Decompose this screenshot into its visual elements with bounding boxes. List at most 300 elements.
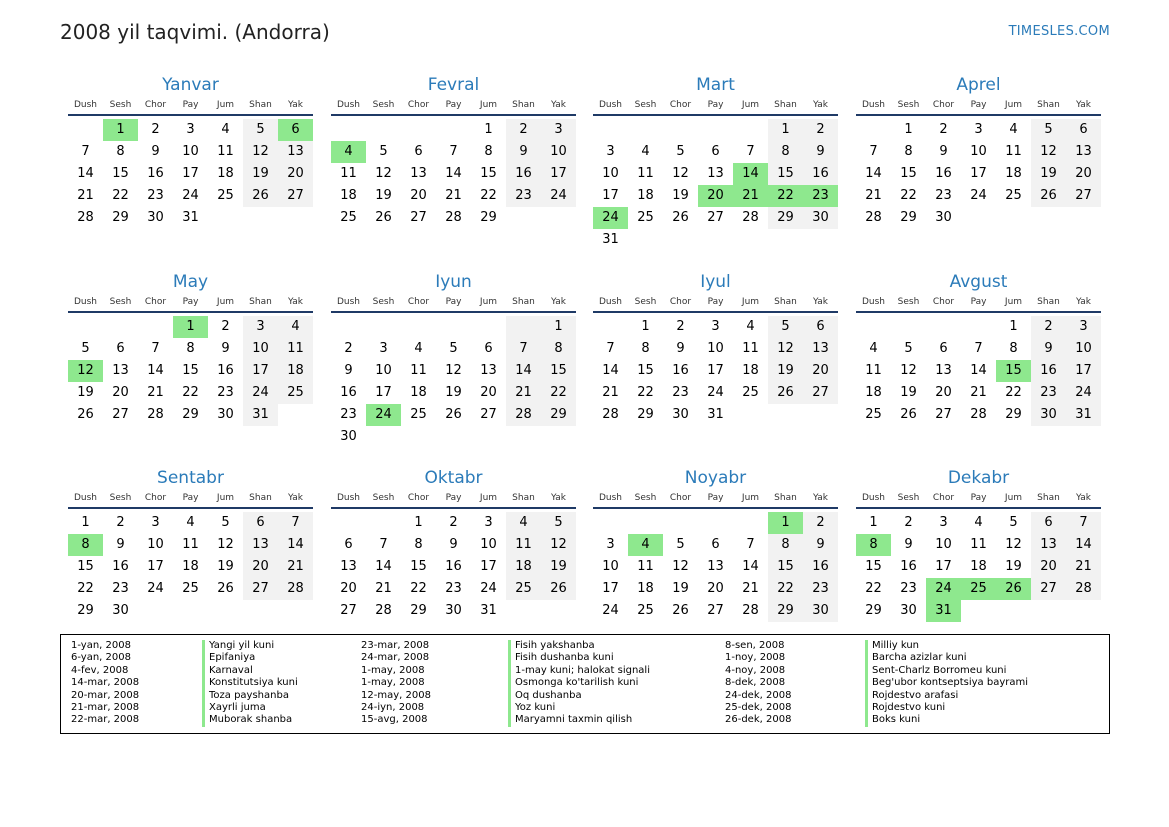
day-cell[interactable]: 10 <box>243 338 278 360</box>
day-cell[interactable]: 12 <box>445 363 462 378</box>
day-cell[interactable]: 3 <box>484 515 493 530</box>
day-cell[interactable]: 30 <box>340 429 357 444</box>
day-cell[interactable]: 24 <box>541 185 576 207</box>
day-cell[interactable]: 16 <box>506 163 541 185</box>
day-cell[interactable]: 28 <box>742 603 759 618</box>
day-cell[interactable]: 8 <box>414 537 423 552</box>
day-cell[interactable]: 24 <box>1066 382 1101 404</box>
day-cell[interactable]: 17 <box>182 166 199 181</box>
day-cell[interactable]: 7 <box>746 144 755 159</box>
day-cell[interactable]: 24 <box>480 581 497 596</box>
day-cell[interactable]: 29 <box>637 407 654 422</box>
day-cell[interactable]: 30 <box>935 210 952 225</box>
day-cell[interactable]: 31 <box>243 404 278 426</box>
day-cell[interactable]: 28 <box>375 603 392 618</box>
day-cell[interactable]: 16 <box>217 363 234 378</box>
day-cell[interactable]: 5 <box>81 341 90 356</box>
day-cell[interactable]: 7 <box>81 144 90 159</box>
day-cell[interactable]: 4 <box>869 341 878 356</box>
day-cell[interactable]: 14 <box>602 363 619 378</box>
day-cell[interactable]: 18 <box>637 581 654 596</box>
day-cell[interactable]: 22 <box>768 185 803 207</box>
day-cell[interactable]: 15 <box>768 163 803 185</box>
day-cell[interactable]: 15 <box>865 559 882 574</box>
day-cell[interactable]: 16 <box>112 559 129 574</box>
day-cell[interactable]: 13 <box>480 363 497 378</box>
day-cell[interactable]: 18 <box>865 385 882 400</box>
day-cell[interactable]: 12 <box>541 534 576 556</box>
day-cell[interactable]: 10 <box>480 537 497 552</box>
day-cell[interactable]: 14 <box>445 166 462 181</box>
day-cell[interactable]: 10 <box>602 559 619 574</box>
day-cell[interactable]: 27 <box>1031 578 1066 600</box>
day-cell[interactable]: 20 <box>340 581 357 596</box>
day-cell[interactable]: 23 <box>935 188 952 203</box>
day-cell[interactable]: 4 <box>506 512 541 534</box>
day-cell[interactable]: 6 <box>484 341 493 356</box>
day-cell[interactable]: 8 <box>116 144 125 159</box>
day-cell[interactable]: 31 <box>707 407 724 422</box>
day-cell[interactable]: 2 <box>803 512 838 534</box>
day-cell[interactable]: 12 <box>672 559 689 574</box>
day-cell[interactable]: 29 <box>900 210 917 225</box>
day-cell[interactable]: 28 <box>742 210 759 225</box>
day-cell[interactable]: 20 <box>1031 556 1066 578</box>
day-cell[interactable]: 22 <box>410 581 427 596</box>
day-cell[interactable]: 25 <box>217 188 234 203</box>
day-cell[interactable]: 15 <box>637 363 654 378</box>
day-cell[interactable]: 22 <box>480 188 497 203</box>
day-cell[interactable]: 7 <box>151 341 160 356</box>
day-cell[interactable]: 19 <box>672 188 689 203</box>
day-cell[interactable]: 14 <box>742 559 759 574</box>
day-cell[interactable]: 1 <box>768 512 803 534</box>
day-cell[interactable]: 26 <box>1031 185 1066 207</box>
day-cell[interactable]: 28 <box>445 210 462 225</box>
day-cell[interactable]: 18 <box>340 188 357 203</box>
day-cell[interactable]: 30 <box>672 407 689 422</box>
day-cell[interactable]: 27 <box>112 407 129 422</box>
day-cell[interactable]: 30 <box>217 407 234 422</box>
day-cell[interactable]: 26 <box>768 382 803 404</box>
day-cell[interactable]: 26 <box>996 578 1031 600</box>
day-cell[interactable]: 18 <box>637 188 654 203</box>
day-cell[interactable]: 23 <box>506 185 541 207</box>
day-cell[interactable]: 18 <box>1005 166 1022 181</box>
day-cell[interactable]: 11 <box>742 341 759 356</box>
day-cell[interactable]: 9 <box>1031 338 1066 360</box>
day-cell[interactable]: 9 <box>803 534 838 556</box>
day-cell[interactable]: 2 <box>116 515 125 530</box>
day-cell[interactable]: 7 <box>1066 512 1101 534</box>
day-cell[interactable]: 11 <box>340 166 357 181</box>
day-cell[interactable]: 27 <box>1066 185 1101 207</box>
day-cell[interactable]: 23 <box>445 581 462 596</box>
day-cell[interactable]: 23 <box>217 385 234 400</box>
day-cell[interactable]: 17 <box>602 188 619 203</box>
day-cell[interactable]: 30 <box>147 210 164 225</box>
day-cell[interactable]: 6 <box>803 316 838 338</box>
day-cell[interactable]: 28 <box>278 578 313 600</box>
day-cell[interactable]: 26 <box>217 581 234 596</box>
day-cell[interactable]: 28 <box>602 407 619 422</box>
day-cell[interactable]: 19 <box>768 360 803 382</box>
day-cell[interactable]: 25 <box>637 603 654 618</box>
day-cell[interactable]: 20 <box>243 556 278 578</box>
day-cell[interactable]: 13 <box>243 534 278 556</box>
day-cell[interactable]: 12 <box>375 166 392 181</box>
day-cell[interactable]: 20 <box>410 188 427 203</box>
day-cell[interactable]: 4 <box>331 141 366 163</box>
day-cell[interactable]: 7 <box>974 341 983 356</box>
day-cell[interactable]: 25 <box>410 407 427 422</box>
day-cell[interactable]: 28 <box>506 404 541 426</box>
day-cell[interactable]: 4 <box>186 515 195 530</box>
day-cell[interactable]: 18 <box>278 360 313 382</box>
day-cell[interactable]: 2 <box>344 341 353 356</box>
day-cell[interactable]: 12 <box>217 537 234 552</box>
day-cell[interactable]: 19 <box>1031 163 1066 185</box>
day-cell[interactable]: 16 <box>147 166 164 181</box>
day-cell[interactable]: 26 <box>445 407 462 422</box>
day-cell[interactable]: 13 <box>1031 534 1066 556</box>
day-cell[interactable]: 9 <box>506 141 541 163</box>
day-cell[interactable]: 15 <box>480 166 497 181</box>
day-cell[interactable]: 16 <box>803 163 838 185</box>
day-cell[interactable]: 30 <box>445 603 462 618</box>
day-cell[interactable]: 10 <box>182 144 199 159</box>
day-cell[interactable]: 4 <box>628 534 663 556</box>
day-cell[interactable]: 9 <box>676 341 685 356</box>
day-cell[interactable]: 16 <box>900 559 917 574</box>
day-cell[interactable]: 12 <box>68 360 103 382</box>
day-cell[interactable]: 23 <box>672 385 689 400</box>
day-cell[interactable]: 24 <box>147 581 164 596</box>
day-cell[interactable]: 6 <box>939 341 948 356</box>
day-cell[interactable]: 14 <box>375 559 392 574</box>
day-cell[interactable]: 25 <box>742 385 759 400</box>
day-cell[interactable]: 2 <box>449 515 458 530</box>
day-cell[interactable]: 5 <box>449 341 458 356</box>
day-cell[interactable]: 2 <box>803 119 838 141</box>
day-cell[interactable]: 21 <box>970 385 987 400</box>
day-cell[interactable]: 7 <box>606 341 615 356</box>
day-cell[interactable]: 19 <box>541 556 576 578</box>
day-cell[interactable]: 3 <box>606 144 615 159</box>
day-cell[interactable]: 26 <box>243 185 278 207</box>
day-cell[interactable]: 11 <box>278 338 313 360</box>
day-cell[interactable]: 29 <box>768 207 803 229</box>
day-cell[interactable]: 19 <box>445 385 462 400</box>
day-cell[interactable]: 29 <box>1005 407 1022 422</box>
day-cell[interactable]: 24 <box>366 404 401 426</box>
day-cell[interactable]: 3 <box>186 122 195 137</box>
day-cell[interactable]: 21 <box>1066 556 1101 578</box>
day-cell[interactable]: 26 <box>77 407 94 422</box>
day-cell[interactable]: 19 <box>77 385 94 400</box>
day-cell[interactable]: 24 <box>926 578 961 600</box>
day-cell[interactable]: 28 <box>77 210 94 225</box>
day-cell[interactable]: 2 <box>904 515 913 530</box>
day-cell[interactable]: 16 <box>340 385 357 400</box>
day-cell[interactable]: 4 <box>278 316 313 338</box>
day-cell[interactable]: 18 <box>506 556 541 578</box>
day-cell[interactable]: 11 <box>637 559 654 574</box>
day-cell[interactable]: 21 <box>602 385 619 400</box>
day-cell[interactable]: 2 <box>221 319 230 334</box>
day-cell[interactable]: 5 <box>676 144 685 159</box>
day-cell[interactable]: 25 <box>506 578 541 600</box>
day-cell[interactable]: 23 <box>147 188 164 203</box>
day-cell[interactable]: 25 <box>278 382 313 404</box>
day-cell[interactable]: 14 <box>506 360 541 382</box>
day-cell[interactable]: 8 <box>904 144 913 159</box>
day-cell[interactable]: 24 <box>707 385 724 400</box>
day-cell[interactable]: 26 <box>672 603 689 618</box>
day-cell[interactable]: 6 <box>116 341 125 356</box>
day-cell[interactable]: 29 <box>480 210 497 225</box>
day-cell[interactable]: 11 <box>506 534 541 556</box>
day-cell[interactable]: 1 <box>484 122 493 137</box>
day-cell[interactable]: 10 <box>375 363 392 378</box>
day-cell[interactable]: 1 <box>1009 319 1018 334</box>
day-cell[interactable]: 28 <box>970 407 987 422</box>
day-cell[interactable]: 13 <box>935 363 952 378</box>
day-cell[interactable]: 5 <box>243 119 278 141</box>
day-cell[interactable]: 27 <box>278 185 313 207</box>
day-cell[interactable]: 9 <box>344 363 353 378</box>
day-cell[interactable]: 12 <box>672 166 689 181</box>
day-cell[interactable]: 22 <box>112 188 129 203</box>
day-cell[interactable]: 19 <box>1005 559 1022 574</box>
day-cell[interactable]: 10 <box>970 144 987 159</box>
day-cell[interactable]: 14 <box>147 363 164 378</box>
day-cell[interactable]: 20 <box>480 385 497 400</box>
day-cell[interactable]: 11 <box>410 363 427 378</box>
day-cell[interactable]: 21 <box>147 385 164 400</box>
day-cell[interactable]: 25 <box>340 210 357 225</box>
day-cell[interactable]: 13 <box>278 141 313 163</box>
day-cell[interactable]: 17 <box>602 581 619 596</box>
day-cell[interactable]: 26 <box>375 210 392 225</box>
day-cell[interactable]: 4 <box>746 319 755 334</box>
day-cell[interactable]: 20 <box>698 185 733 207</box>
day-cell[interactable]: 15 <box>900 166 917 181</box>
day-cell[interactable]: 17 <box>935 559 952 574</box>
day-cell[interactable]: 22 <box>865 581 882 596</box>
day-cell[interactable]: 22 <box>768 578 803 600</box>
day-cell[interactable]: 30 <box>900 603 917 618</box>
day-cell[interactable]: 19 <box>375 188 392 203</box>
day-cell[interactable]: 18 <box>182 559 199 574</box>
day-cell[interactable]: 26 <box>900 407 917 422</box>
day-cell[interactable]: 6 <box>243 512 278 534</box>
day-cell[interactable]: 29 <box>541 404 576 426</box>
day-cell[interactable]: 14 <box>733 163 768 185</box>
day-cell[interactable]: 9 <box>939 144 948 159</box>
day-cell[interactable]: 17 <box>243 360 278 382</box>
day-cell[interactable]: 28 <box>147 407 164 422</box>
day-cell[interactable]: 27 <box>410 210 427 225</box>
day-cell[interactable]: 21 <box>865 188 882 203</box>
day-cell[interactable]: 10 <box>602 166 619 181</box>
day-cell[interactable]: 20 <box>278 163 313 185</box>
day-cell[interactable]: 29 <box>77 603 94 618</box>
day-cell[interactable]: 3 <box>711 319 720 334</box>
day-cell[interactable]: 5 <box>379 144 388 159</box>
day-cell[interactable]: 25 <box>961 578 996 600</box>
day-cell[interactable]: 22 <box>637 385 654 400</box>
day-cell[interactable]: 7 <box>379 537 388 552</box>
day-cell[interactable]: 17 <box>480 559 497 574</box>
day-cell[interactable]: 21 <box>733 185 768 207</box>
day-cell[interactable]: 1 <box>414 515 423 530</box>
day-cell[interactable]: 27 <box>707 603 724 618</box>
day-cell[interactable]: 9 <box>116 537 125 552</box>
day-cell[interactable]: 20 <box>935 385 952 400</box>
day-cell[interactable]: 25 <box>865 407 882 422</box>
day-cell[interactable]: 27 <box>935 407 952 422</box>
day-cell[interactable]: 30 <box>1031 404 1066 426</box>
day-cell[interactable]: 8 <box>68 534 103 556</box>
day-cell[interactable]: 29 <box>182 407 199 422</box>
site-link[interactable]: TIMESLES.COM <box>1008 24 1110 39</box>
day-cell[interactable]: 13 <box>1066 141 1101 163</box>
day-cell[interactable]: 11 <box>970 537 987 552</box>
day-cell[interactable]: 15 <box>541 360 576 382</box>
day-cell[interactable]: 3 <box>606 537 615 552</box>
day-cell[interactable]: 17 <box>707 363 724 378</box>
day-cell[interactable]: 22 <box>541 382 576 404</box>
day-cell[interactable]: 24 <box>970 188 987 203</box>
day-cell[interactable]: 15 <box>410 559 427 574</box>
day-cell[interactable]: 12 <box>1031 141 1066 163</box>
day-cell[interactable]: 12 <box>768 338 803 360</box>
day-cell[interactable]: 9 <box>904 537 913 552</box>
day-cell[interactable]: 19 <box>217 559 234 574</box>
day-cell[interactable]: 20 <box>1066 163 1101 185</box>
day-cell[interactable]: 21 <box>445 188 462 203</box>
day-cell[interactable]: 8 <box>541 338 576 360</box>
day-cell[interactable]: 21 <box>77 188 94 203</box>
day-cell[interactable]: 30 <box>803 600 838 622</box>
day-cell[interactable]: 10 <box>541 141 576 163</box>
day-cell[interactable]: 21 <box>278 556 313 578</box>
day-cell[interactable]: 2 <box>151 122 160 137</box>
day-cell[interactable]: 27 <box>243 578 278 600</box>
day-cell[interactable]: 15 <box>768 556 803 578</box>
day-cell[interactable]: 29 <box>410 603 427 618</box>
day-cell[interactable]: 5 <box>676 537 685 552</box>
day-cell[interactable]: 15 <box>77 559 94 574</box>
day-cell[interactable]: 13 <box>112 363 129 378</box>
day-cell[interactable]: 29 <box>865 603 882 618</box>
day-cell[interactable]: 6 <box>414 144 423 159</box>
day-cell[interactable]: 28 <box>865 210 882 225</box>
day-cell[interactable]: 10 <box>707 341 724 356</box>
day-cell[interactable]: 2 <box>506 119 541 141</box>
day-cell[interactable]: 14 <box>1066 534 1101 556</box>
day-cell[interactable]: 25 <box>637 210 654 225</box>
day-cell[interactable]: 31 <box>480 603 497 618</box>
day-cell[interactable]: 19 <box>900 385 917 400</box>
day-cell[interactable]: 18 <box>970 559 987 574</box>
day-cell[interactable]: 20 <box>112 385 129 400</box>
day-cell[interactable]: 24 <box>243 382 278 404</box>
day-cell[interactable]: 1 <box>904 122 913 137</box>
day-cell[interactable]: 5 <box>221 515 230 530</box>
day-cell[interactable]: 29 <box>112 210 129 225</box>
day-cell[interactable]: 7 <box>746 537 755 552</box>
day-cell[interactable]: 11 <box>182 537 199 552</box>
day-cell[interactable]: 5 <box>1009 515 1018 530</box>
day-cell[interactable]: 3 <box>974 122 983 137</box>
day-cell[interactable]: 13 <box>410 166 427 181</box>
day-cell[interactable]: 9 <box>803 141 838 163</box>
day-cell[interactable]: 8 <box>856 534 891 556</box>
day-cell[interactable]: 1 <box>173 316 208 338</box>
day-cell[interactable]: 3 <box>379 341 388 356</box>
day-cell[interactable]: 21 <box>375 581 392 596</box>
day-cell[interactable]: 24 <box>593 207 628 229</box>
day-cell[interactable]: 8 <box>1009 341 1018 356</box>
day-cell[interactable]: 23 <box>900 581 917 596</box>
day-cell[interactable]: 6 <box>344 537 353 552</box>
day-cell[interactable]: 24 <box>602 603 619 618</box>
day-cell[interactable]: 3 <box>1066 316 1101 338</box>
day-cell[interactable]: 4 <box>414 341 423 356</box>
day-cell[interactable]: 8 <box>768 141 803 163</box>
day-cell[interactable]: 3 <box>541 119 576 141</box>
day-cell[interactable]: 12 <box>1005 537 1022 552</box>
day-cell[interactable]: 30 <box>112 603 129 618</box>
day-cell[interactable]: 4 <box>641 144 650 159</box>
day-cell[interactable]: 24 <box>182 188 199 203</box>
day-cell[interactable]: 2 <box>676 319 685 334</box>
day-cell[interactable]: 13 <box>707 166 724 181</box>
day-cell[interactable]: 11 <box>217 144 234 159</box>
day-cell[interactable]: 11 <box>865 363 882 378</box>
day-cell[interactable]: 29 <box>768 600 803 622</box>
day-cell[interactable]: 18 <box>217 166 234 181</box>
day-cell[interactable]: 26 <box>672 210 689 225</box>
day-cell[interactable]: 16 <box>672 363 689 378</box>
day-cell[interactable]: 21 <box>742 581 759 596</box>
day-cell[interactable]: 16 <box>803 556 838 578</box>
day-cell[interactable]: 26 <box>541 578 576 600</box>
day-cell[interactable]: 14 <box>278 534 313 556</box>
day-cell[interactable]: 11 <box>1005 144 1022 159</box>
day-cell[interactable]: 10 <box>147 537 164 552</box>
day-cell[interactable]: 11 <box>637 166 654 181</box>
day-cell[interactable]: 4 <box>1009 122 1018 137</box>
day-cell[interactable]: 19 <box>243 163 278 185</box>
day-cell[interactable]: 5 <box>904 341 913 356</box>
day-cell[interactable]: 22 <box>1005 385 1022 400</box>
day-cell[interactable]: 15 <box>112 166 129 181</box>
day-cell[interactable]: 6 <box>1066 119 1101 141</box>
day-cell[interactable]: 3 <box>939 515 948 530</box>
day-cell[interactable]: 5 <box>541 512 576 534</box>
day-cell[interactable]: 7 <box>278 512 313 534</box>
day-cell[interactable]: 17 <box>375 385 392 400</box>
day-cell[interactable]: 3 <box>151 515 160 530</box>
day-cell[interactable]: 9 <box>151 144 160 159</box>
day-cell[interactable]: 6 <box>278 119 313 141</box>
day-cell[interactable]: 17 <box>1066 360 1101 382</box>
day-cell[interactable]: 2 <box>939 122 948 137</box>
day-cell[interactable]: 1 <box>541 316 576 338</box>
